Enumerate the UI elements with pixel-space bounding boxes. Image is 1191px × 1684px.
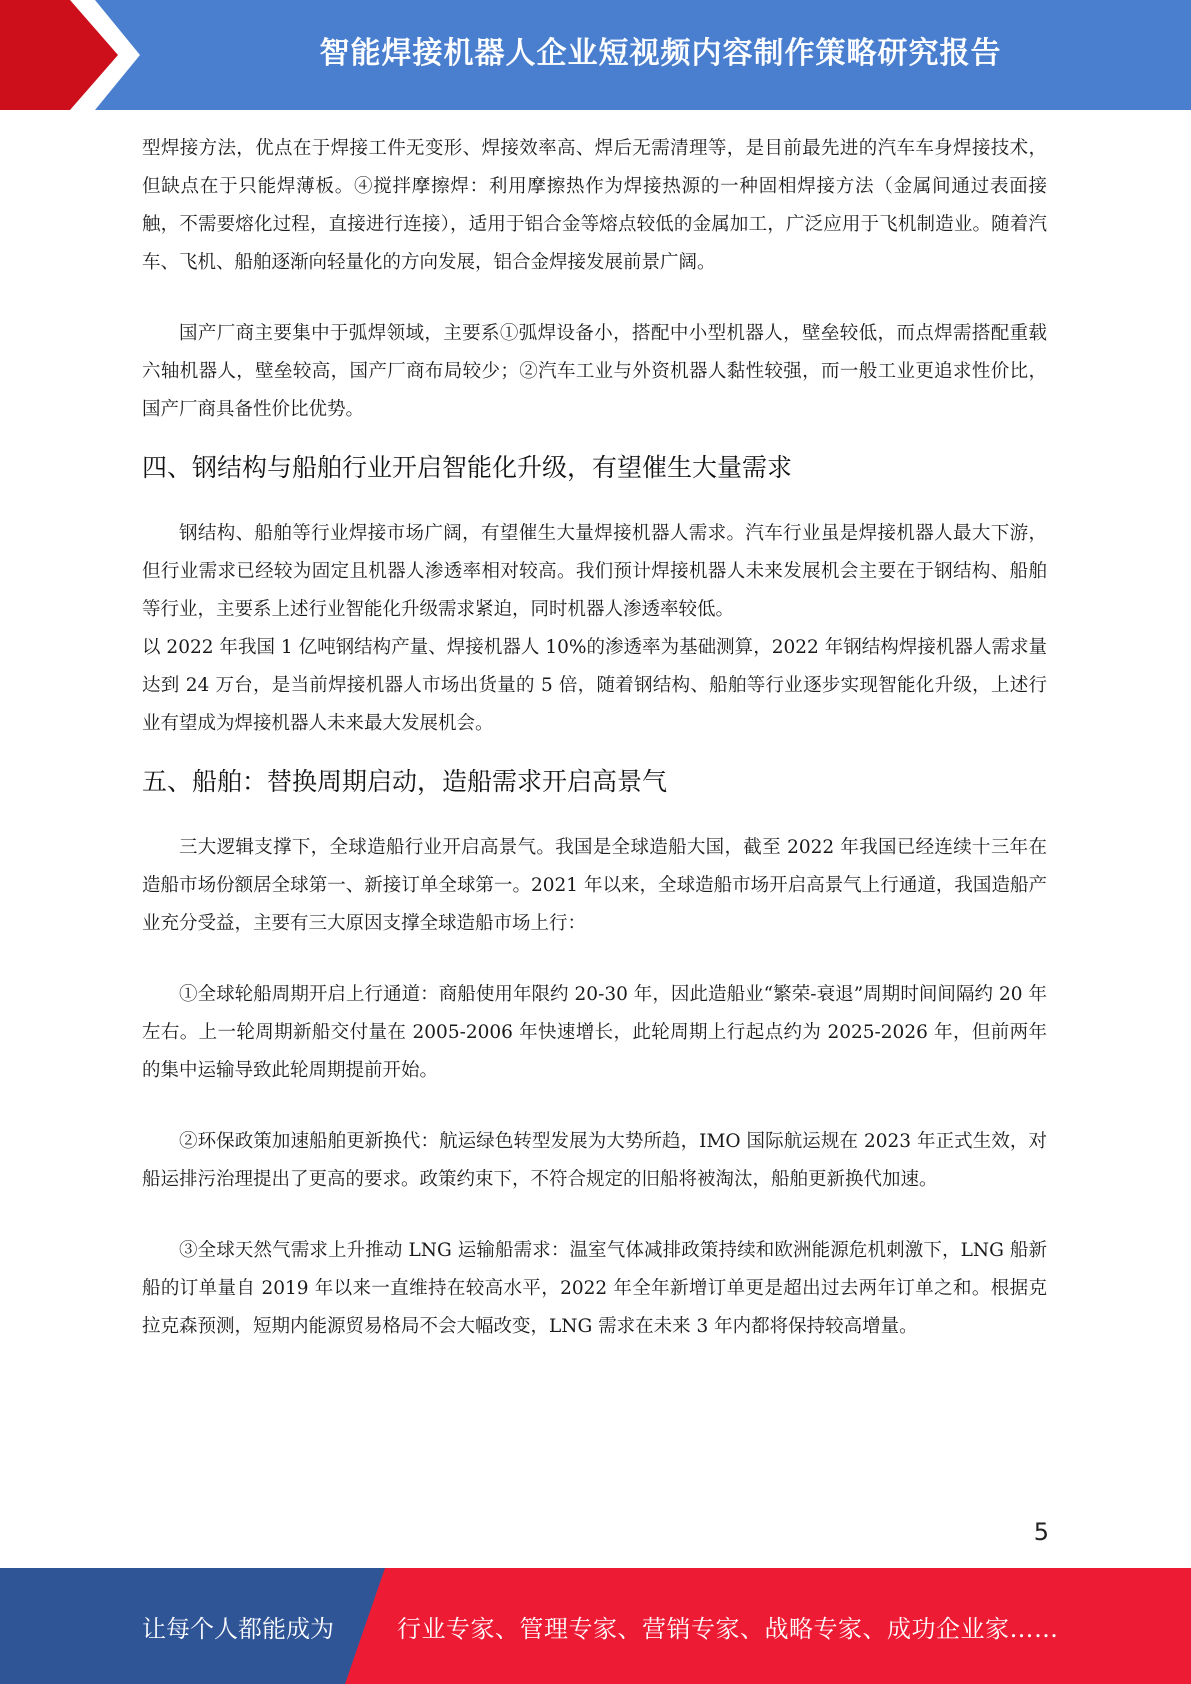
section-heading-5: 五、船舶：替换周期启动，造船需求开启高景气	[142, 767, 668, 796]
section-heading-4: 四、钢结构与船舶行业开启智能化升级，有望催生大量需求	[142, 453, 793, 482]
paragraph: ②环保政策加速船舶更新换代：航运绿色转型发展为大势所趋，IMO 国际航运规在 2023 年正式生效，对船运排污治理提出了更高的要求。政策约束下，不符合规定的旧船将被淘汰，船舶更新换代加速。	[142, 1131, 1047, 1190]
paragraph: ①全球轮船周期开启上行通道：商船使用年限约 20-30 年，因此造船业“繁荣-衰退”周期时间间隔约 20 年左右。上一轮周期新船交付量在 2005-2006 年快速增长，此轮周期上行起点约为 2025-2026 年，但前两年的集中运输导致此轮周期提前开始。	[142, 984, 1047, 1081]
page-footer	[0, 1568, 1191, 1684]
page-number: 5	[1033, 1518, 1049, 1546]
paragraph: 以 2022 年我国 1 亿吨钢结构产量、焊接机器人 10%的渗透率为基础测算，2022 年钢结构焊接机器人需求量达到 24 万台，是当前焊接机器人市场出货量的 5 倍，随着钢结构、船舶等行业逐步实现智能化升级，上述行业有望成为焊接机器人未来最大发展机会。	[142, 637, 1047, 734]
document-body	[142, 130, 1047, 1346]
paragraph: 钢结构、船舶等行业焊接市场广阔，有望催生大量焊接机器人需求。汽车行业虽是焊接机器人最大下游，但行业需求已经较为固定且机器人渗透率相对较高。我们预计焊接机器人未来发展机会主要在于钢结构、船舶等行业，主要系上述行业智能化升级需求紧迫，同时机器人渗透率较低。	[142, 523, 1047, 620]
report-title: 智能焊接机器人企业短视频内容制作策略研究报告	[319, 36, 1002, 71]
paragraph: ③全球天然气需求上升推动 LNG 运输船需求：温室气体减排政策持续和欧洲能源危机刺激下，LNG 船新船的订单量自 2019 年以来一直维持在较高水平，2022 年全年新增订单更是超出过去两年订单之和。根据克拉克森预测，短期内能源贸易格局不会大幅改变，LNG 需求在未来 3 年内都将保持较高增量。	[142, 1240, 1047, 1337]
paragraph: 型焊接方法，优点在于焊接工件无变形、焊接效率高、焊后无需清理等，是目前最先进的汽车车身焊接技术，但缺点在于只能焊薄板。④搅拌摩擦焊：利用摩擦热作为焊接热源的一种固相焊接方法（金属间通过表面接触，不需要熔化过程，直接进行连接），适用于铝合金等熔点较低的金属加工，广泛应用于飞机制造业。随着汽车、飞机、船舶逐渐向轻量化的方向发展，铝合金焊接发展前景广阔。	[142, 138, 1047, 273]
footer-slogan-right: 行业专家、管理专家、营销专家、战略专家、成功企业家……	[397, 1614, 1059, 1643]
paragraph: 国产厂商主要集中于弧焊领域，主要系①弧焊设备小，搭配中小型机器人，壁垒较低，而点焊需搭配重载六轴机器人，壁垒较高，国产厂商布局较少；②汽车工业与外资机器人黏性较强，而一般工业更追求性价比，国产厂商具备性价比优势。	[142, 323, 1047, 420]
page-header	[0, 0, 1191, 110]
footer-slogan-left: 让每个人都能成为	[142, 1614, 334, 1643]
paragraph: 三大逻辑支撑下，全球造船行业开启高景气。我国是全球造船大国，截至 2022 年我国已经连续十三年在造船市场份额居全球第一、新接订单全球第一。2021 年以来，全球造船市场开启高景气上行通道，我国造船产业充分受益，主要有三大原因支撑全球造船市场上行：	[142, 837, 1047, 934]
